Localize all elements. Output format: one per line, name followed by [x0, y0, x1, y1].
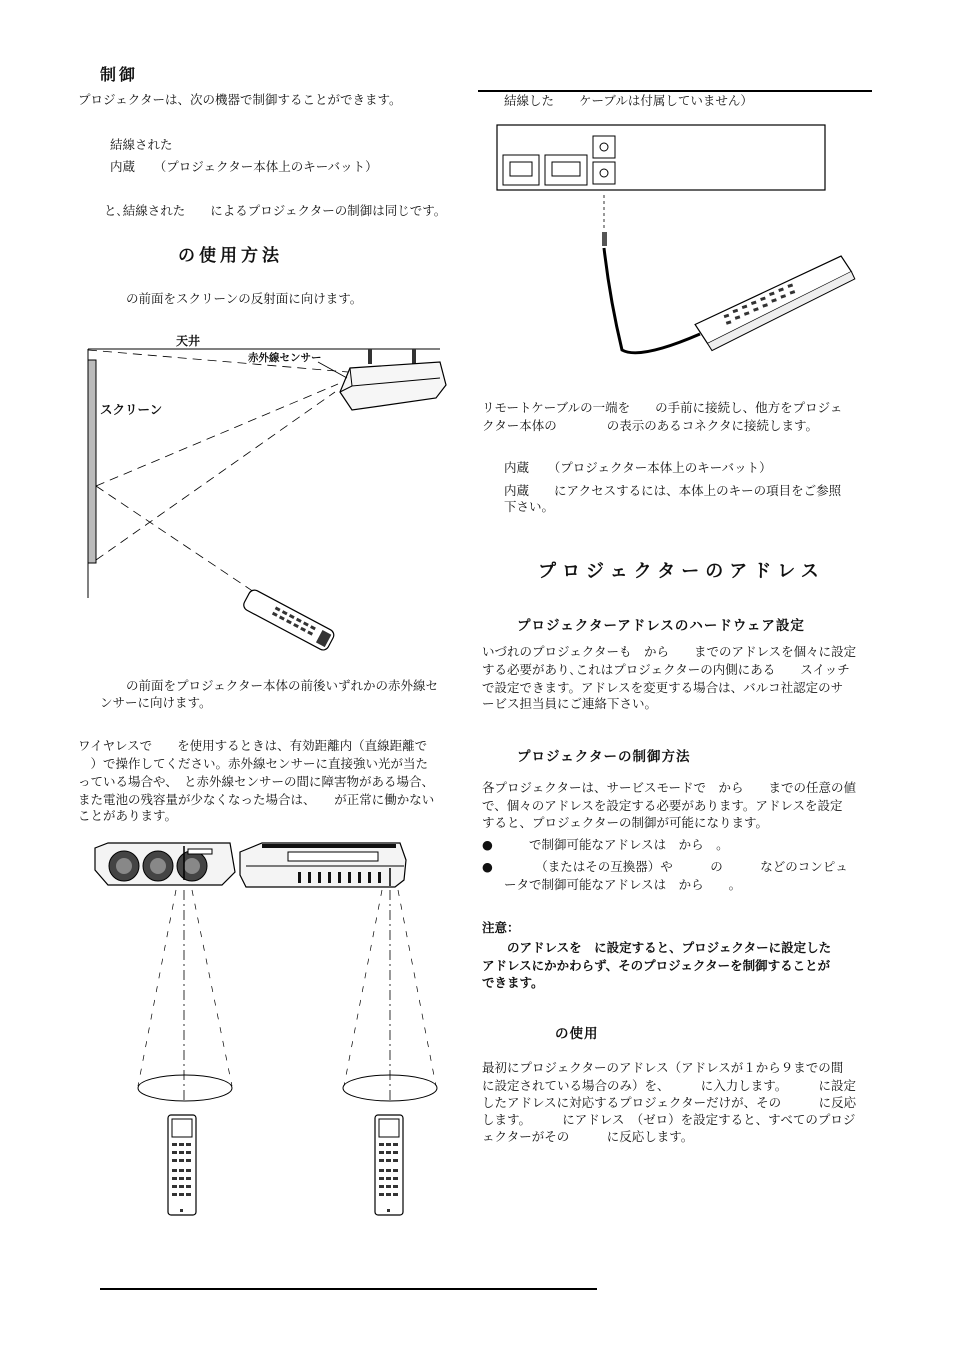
bullet-icon: ● [482, 837, 493, 852]
list-item: 内蔵 （プロジェクター本体上のキーバット） [110, 159, 378, 174]
label-screen: スクリーン [100, 402, 163, 417]
note-text: アドレスにかかわらず、そのプロジェクターを制御することが [482, 958, 831, 973]
note-label: 注意： [482, 920, 520, 935]
subsection-heading: プロジェクターの制御方法 [517, 749, 691, 765]
body-text: ）で操作してください。赤外線センサーに直接強い光が当た [78, 756, 429, 771]
body-text: 内蔵 （プロジェクター本体上のキーバット） [504, 460, 772, 475]
body-text: また電池の残容量が少なくなった場合は、 が正常に働かない [78, 792, 435, 807]
list-item: 結線された [110, 137, 173, 152]
body-text: 下さい。 [504, 499, 555, 514]
subsection-heading: の使用 [555, 1026, 599, 1042]
body-text: ェクターがその に反応します。 [482, 1129, 694, 1144]
footer-rule [100, 1288, 597, 1290]
body-text: 最初にプロジェクターのアドレス（アドレスが１から９までの間 [482, 1060, 844, 1075]
body-text: 各プロジェクターは、サービスモードで から までの任意の値 [482, 780, 857, 795]
page-title: 制御 [100, 65, 139, 84]
body-text: に設定されている場合のみ）を、 に入力します。 に設定 [482, 1078, 857, 1093]
step-text: ンサーに向けます。 [100, 695, 212, 710]
body-text: すると、プロジェクターの制御が可能になります。 [482, 815, 769, 830]
note-text: できます。 [482, 975, 544, 990]
body-text: っている場合や、 と赤外線センサーの間に障害物がある場合、 [78, 774, 435, 789]
body-text: いづれのプロジェクターも から までのアドレスを個々に設定 [482, 644, 857, 659]
body-text: する必要があり､これはプロジェクターの内側にある スイッチ [482, 662, 850, 677]
step-text: の前面をスクリーンの反射面に向けます。 [126, 291, 363, 306]
body-text: ことがあります。 [78, 808, 178, 823]
note-text: のアドレスを に設定すると、プロジェクターに設定した [482, 940, 832, 955]
body-text: します。 にアドレス （ゼロ）を設定すると、すべてのプロジ [482, 1112, 856, 1127]
bullet-icon: ● [482, 859, 493, 874]
subsection-heading: プロジェクターアドレスのハードウェア設定 [517, 618, 805, 634]
body-text: で、個々のアドレスを設定する必要があります。アドレスを設定 [482, 798, 843, 813]
step-text: の前面をプロジェクター本体の前後いずれかの赤外線セ [126, 678, 439, 693]
section-heading: プロジェクターのアドレス [538, 561, 825, 582]
bullet-text: ータで制御可能なアドレスは から 。 [504, 877, 742, 892]
intro-text: プロジェクターは、次の機器で制御することができます。 [78, 92, 402, 107]
label-ir-sensor: 赤外線センサー [248, 352, 322, 364]
bullet-text: （またはその互換器）や の などのコンピュ [504, 859, 848, 874]
body-text: ワイヤレスで を使用するときは、有効距離内（直線距離で [78, 738, 428, 753]
body-text: と､結線された によるプロジェクターの制御は同じです。 [104, 203, 447, 218]
bullet-text: で制御可能なアドレスは から 。 [504, 837, 729, 852]
body-text: 内蔵 にアクセスするには、本体上のキーの項目をご参照 [504, 483, 842, 498]
label-ceiling: 天井 [176, 334, 201, 348]
body-text: ービス担当員にご連絡下さい。 [482, 696, 658, 711]
body-text: したアドレスに対応するプロジェクターだけが、その に反応 [482, 1095, 857, 1110]
body-text: リモートケーブルの一端を の手前に接続し、他方をプロジェ [482, 400, 843, 415]
caption-text: 結線した ケーブルは付属していません） [504, 93, 753, 108]
body-text: で設定できます。アドレスを変更する場合は、バルコ社認定のサ [482, 680, 844, 695]
section-heading: の使用方法 [178, 246, 283, 266]
body-text: クター本体の の表示のあるコネクタに接続します。 [482, 418, 819, 433]
